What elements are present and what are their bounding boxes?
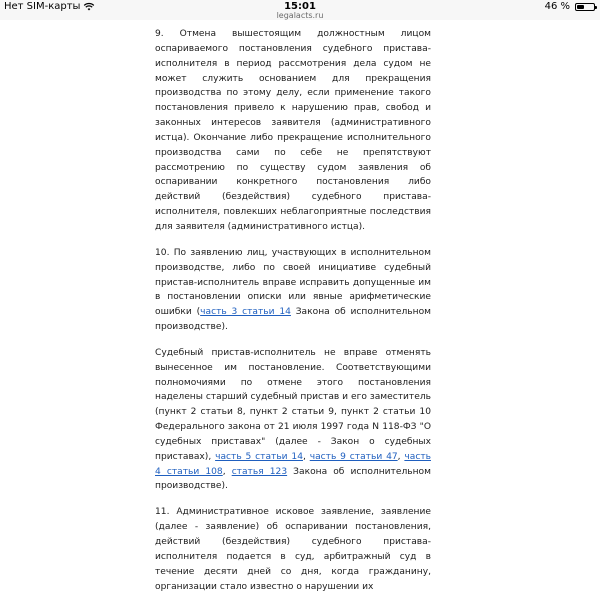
law-link[interactable]: статья 123 (231, 466, 288, 477)
paragraph-text: 11. Административное исковое заявление, заявление (далее - заявление) об оспаривании постановления, действий (бездействия) судебного пристава-исполнителя подается в суд, арбитражный суд в течение десяти дней со дня, когда гражданину, организации стало известно о нарушении их (155, 507, 431, 592)
paragraph-text: Судебный пристав-исполнитель не вправе отменять вынесенное им постановление. Соответствующими полномочиями по отмене этого постановления наделены старший судебный пристав и его заместитель (пункт 2 статьи 8, пункт 2 статьи 9, пункт 2 статьи 10 Федерального закона от 21 июля 1997 года N 118-ФЗ "О судебных приставах" (далее - Закон о судебных приставах), (155, 347, 431, 462)
paragraph-11 (155, 505, 431, 594)
separator: , (303, 451, 310, 462)
paragraph-text: Закона об исполнительном производстве). (155, 307, 431, 333)
separator: , (222, 466, 232, 477)
battery-percent: 46 % (544, 1, 570, 12)
battery-level (577, 5, 584, 9)
paragraph-text: 9. Отмена вышестоящим должностным лицом оспариваемого постановления судебного пристава-исполнителя в период рассмотрения дела судом не может служить основанием для прекращения производства по этому делу, если применение такого постановления привело к нарушению прав, свобод и законных интересов заявителя (административного истца). Окончание либо прекращение исполнительного производства сами по себе не препятствуют рассмотрению по существу судом заявления об оспаривании конкретного постановления либо действий (бездействия) судебного пристава-исполнителя, повлекших неблагоприятные последствия для заявителя (административного истца). (155, 29, 431, 232)
status-bar (0, 0, 600, 20)
law-link[interactable]: часть 4 статьи 108 (155, 451, 431, 477)
paragraph-10 (155, 246, 431, 335)
address-bar-url[interactable]: legalacts.ru (276, 11, 324, 20)
law-link[interactable]: часть 9 статьи 47 (309, 451, 398, 462)
separator: , (397, 451, 405, 462)
paragraph-9 (155, 27, 431, 235)
law-link[interactable]: часть 3 статьи 14 (200, 307, 291, 318)
carrier-label: Нет SIM-карты (4, 1, 81, 12)
paragraph-10-continued (155, 346, 431, 494)
article-body (155, 27, 431, 605)
battery-icon (575, 3, 595, 11)
paragraph-text: 10. По заявлению лиц, участвующих в исполнительном производстве, либо по своей инициативе судебный пристав-исполнитель вправе исправить допущенные им в постановлении описки или явные арифметические ошибки ( (155, 247, 431, 318)
clock: 15:01 (284, 1, 316, 12)
law-link[interactable]: часть 5 статьи 14 (215, 451, 303, 462)
paragraph-text: Закона об исполнительном производстве). (155, 466, 431, 492)
